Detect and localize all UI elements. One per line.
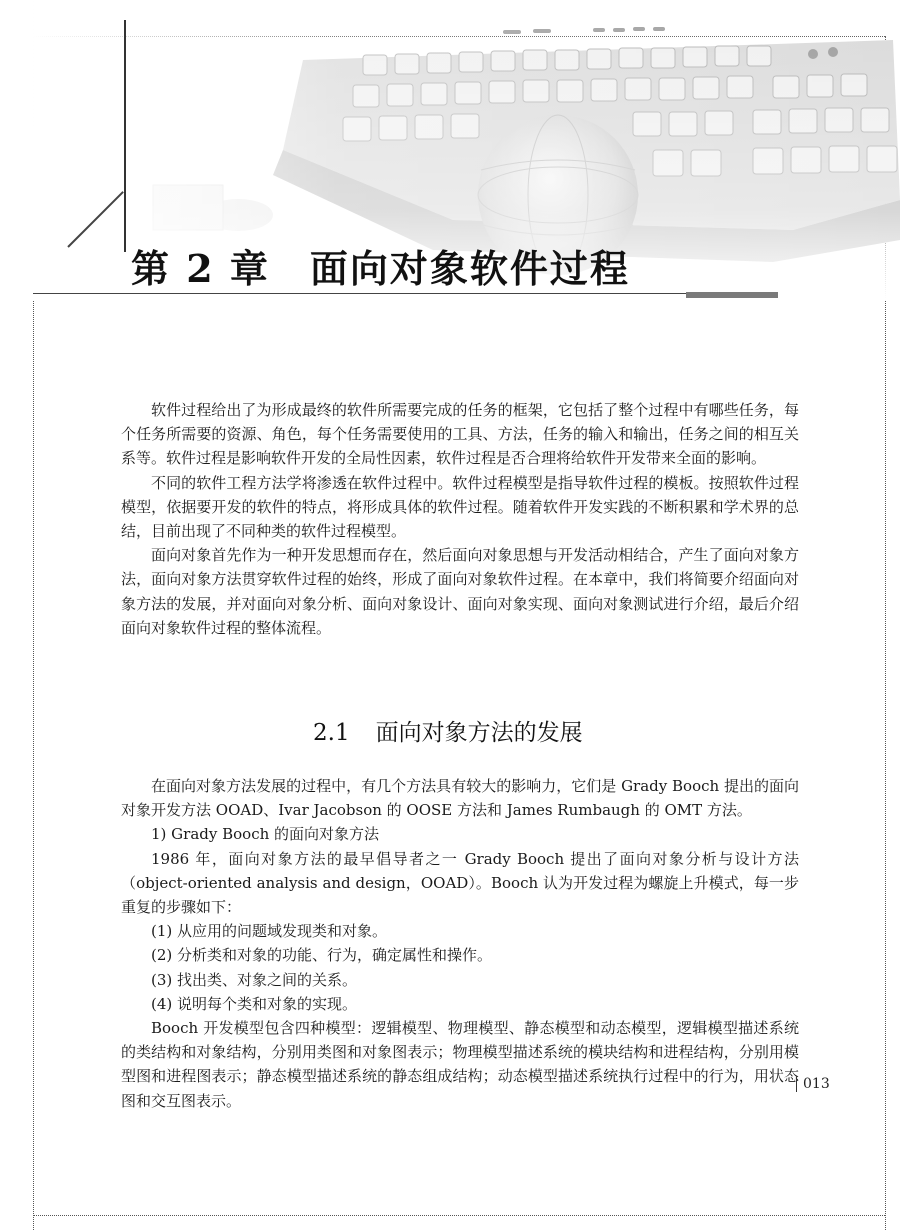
page-number: 013 <box>796 1076 830 1092</box>
list-item: (3) 找出类、对象之间的关系。 <box>151 970 358 989</box>
intro-text <box>121 398 799 640</box>
paragraph: Booch 开发模型包含四种模型：逻辑模型、物理模型、静态模型和动态模型，逻辑模型描述系统的类结构和对象结构，分别用类图和对象图表示；物理模型描述系统的模块结构和进程结构，分别用模型图和进程图表示；静态模型描述系统的静态组成结构；动态模型描述系统执行过程中的行为，用状态图和交互图表示。 <box>121 1019 799 1110</box>
header-horizontal-rule <box>33 293 778 294</box>
section-title-text: 面向对象方法的发展 <box>375 720 583 746</box>
section-number: 2.1 <box>313 720 350 746</box>
paragraph: 在面向对象方法发展的过程中，有几个方法具有较大的影响力，它们是 Grady Booch 提出的面向对象开发方法 OOAD、Ivar Jacobson 的 OOSE 方法和 James Rumbaugh 的 OMT 方法。 <box>121 777 799 820</box>
paragraph: 面向对象首先作为一种开发思想而存在，然后面向对象思想与开发活动相结合，产生了面向对象方法，面向对象方法贯穿软件过程的始终，形成了面向对象软件过程。在本章中，我们将简要介绍面向对象方法的发展，并对面向对象分析、面向对象设计、面向对象实现、面向对象测试进行介绍，最后介绍面向对象软件过程的整体流程。 <box>121 546 799 637</box>
paragraph: 不同的软件工程方法学将渗透在软件过程中。软件过程模型是指导软件过程的模板。按照软件过程模型，依据要开发的软件的特点，将形成具体的软件过程。随着软件开发实践的不断积累和学术界的总结，目前出现了不同种类的软件过程模型。 <box>121 473 799 541</box>
header-vertical-rule <box>124 20 126 252</box>
chapter-title <box>131 238 630 293</box>
paragraph: 软件过程给出了为形成最终的软件所需要完成的任务的框架，它包括了整个过程中有哪些任务，每个任务所需要的资源、角色，每个任务需要使用的工具、方法，任务的输入和输出，任务之间的相互关系等。软件过程是影响软件开发的全局性因素，软件过程是否合理将给软件开发带来全面的影响。 <box>121 401 799 468</box>
section-text <box>121 774 799 1113</box>
header-accent-bar <box>686 292 778 298</box>
list-item: (2) 分析类和对象的功能、行为，确定属性和操作。 <box>151 946 493 965</box>
paragraph: 1986 年，面向对象方法的最早倡导者之一 Grady Booch 提出了面向对象分析与设计方法（object-oriented analysis and design，OOAD）。Booch 认为开发过程为螺旋上升模式，每一步重复的步骤如下： <box>121 849 799 917</box>
list-item: (1) 从应用的问题域发现类和对象。 <box>151 922 388 941</box>
list-item: (4) 说明每个类和对象的实现。 <box>151 994 358 1013</box>
crop-mark-bottom <box>33 1215 885 1216</box>
section-heading <box>313 714 583 747</box>
subheading: 1) Grady Booch 的面向对象方法 <box>151 825 380 844</box>
chapter-title-text: 面向对象软件过程 <box>309 246 630 291</box>
chapter-number: 第 2 章 <box>131 246 270 291</box>
